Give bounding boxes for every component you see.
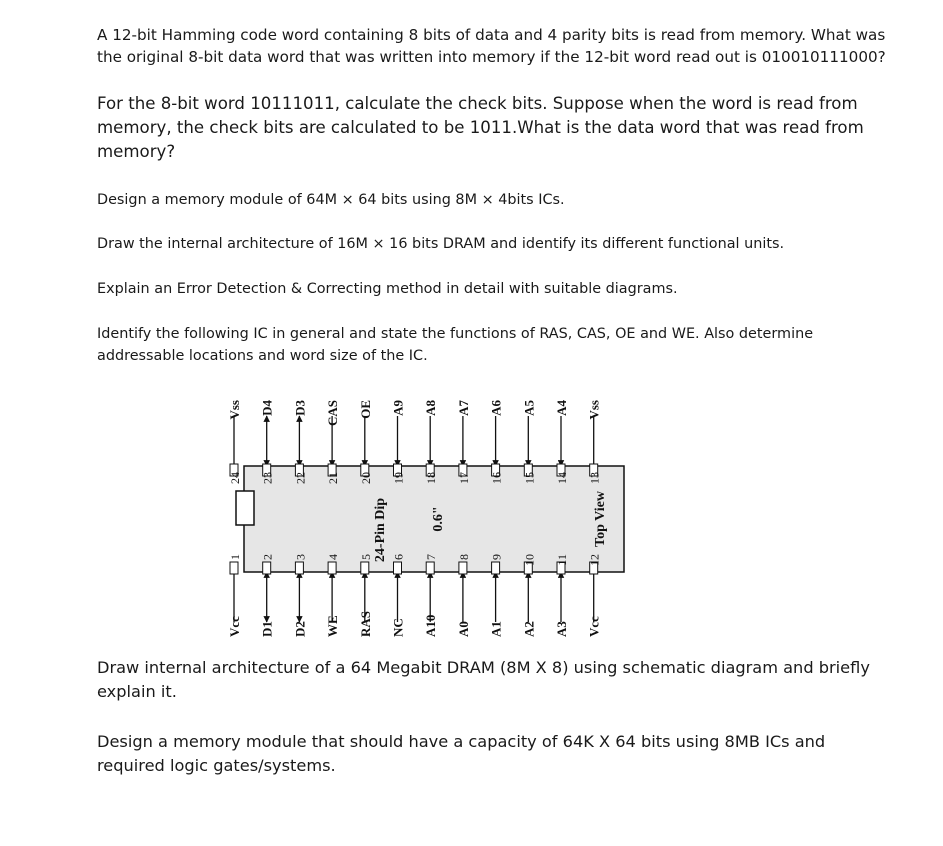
pin-name-ras-5: RAS bbox=[357, 610, 373, 637]
pin-9-pad bbox=[492, 562, 500, 574]
pin-number-13: 13 bbox=[587, 472, 602, 484]
top-view-label: Top View bbox=[593, 491, 608, 547]
pin-number-3: 3 bbox=[293, 554, 308, 560]
pin-number-8: 8 bbox=[456, 554, 471, 560]
pin-name-a4-14: A4 bbox=[554, 400, 569, 416]
pin-name-a6-16: A6 bbox=[488, 400, 504, 416]
pin-number-18: 18 bbox=[424, 472, 439, 484]
pin-4-pad bbox=[328, 562, 336, 574]
pin-number-9: 9 bbox=[489, 554, 504, 560]
question-identify-ic: Identify the following IC in general and state the functions of RAS, CAS, OE and WE. Also determine addressable locations and word size of the IC. bbox=[97, 326, 814, 364]
pin-name-we-4: WE bbox=[325, 615, 341, 637]
pin-number-21: 21 bbox=[326, 472, 341, 484]
pin-name-a9-19: A9 bbox=[390, 400, 406, 416]
pin-number-17: 17 bbox=[456, 472, 471, 484]
pin-5-pad bbox=[361, 562, 369, 574]
pin-number-20: 20 bbox=[358, 472, 373, 484]
pin-number-2: 2 bbox=[260, 554, 275, 560]
pin-7-pad bbox=[426, 562, 434, 574]
pin-number-19: 19 bbox=[391, 472, 406, 484]
pin-name-oe-20: OE bbox=[357, 400, 373, 419]
pin-name-d1-2: D1 bbox=[259, 621, 275, 637]
pin-number-11: 11 bbox=[555, 554, 569, 566]
pin-number-16: 16 bbox=[489, 472, 504, 484]
question-dram-16m-architecture: Draw the internal architecture of 16M × 16 bits DRAM and identify its different functional units. bbox=[97, 236, 785, 252]
pin-name-a3-11: A3 bbox=[554, 621, 569, 637]
pin-6-pad bbox=[394, 562, 402, 574]
pin-8-pad bbox=[459, 562, 467, 574]
pin-number-12: 12 bbox=[587, 554, 602, 566]
question-error-detection: Explain an Error Detection & Correcting method in detail with suitable diagrams. bbox=[97, 281, 678, 297]
question-check-bits: For the 8-bit word 10111011, calculate the check bits. Suppose when the word is read from memory, the check bits are calculated to be 1011.What is the data word that was read from memory? bbox=[97, 94, 864, 161]
pin-name-cas-21: CAS bbox=[325, 400, 341, 427]
pin-number-23: 23 bbox=[260, 472, 275, 484]
pin-number-5: 5 bbox=[358, 554, 373, 560]
package-label: 24-Pin Dip bbox=[373, 497, 388, 563]
pin-number-1: 1 bbox=[228, 554, 242, 560]
question-64mbit-dram: Draw internal architecture of a 64 Megabit DRAM (8M X 8) using schematic diagram and briefly explain it. bbox=[97, 658, 870, 701]
pin-2-pad bbox=[263, 562, 271, 574]
pin-name-a2-10: A2 bbox=[521, 621, 537, 637]
pin-name-a5-15: A5 bbox=[521, 400, 537, 416]
pin-name-vss-24: Vss bbox=[227, 400, 242, 420]
pin-name-vss-13: Vss bbox=[586, 400, 602, 420]
pin-name-d2-3: D2 bbox=[292, 621, 308, 637]
pin-name-a8-18: A8 bbox=[423, 400, 439, 416]
pin-name-a10-7: A10 bbox=[423, 614, 439, 637]
pin-name-vcc-12: Vcc bbox=[586, 616, 602, 637]
ic-pinout-diagram bbox=[212, 392, 632, 642]
pin-number-24: 24 bbox=[228, 472, 242, 484]
pin-number-4: 4 bbox=[326, 554, 341, 560]
pin-3-pad bbox=[295, 562, 303, 574]
question-memory-module-64k: Design a memory module that should have a capacity of 64K X 64 bits using 8MB ICs and required logic gates/systems. bbox=[97, 732, 826, 775]
pin-name-a1-9: A1 bbox=[488, 621, 504, 637]
pin-number-22: 22 bbox=[293, 472, 308, 484]
pin-number-10: 10 bbox=[522, 554, 537, 566]
pin-number-6: 6 bbox=[391, 554, 406, 560]
pin-number-14: 14 bbox=[555, 472, 569, 484]
pin-name-a0-8: A0 bbox=[455, 621, 471, 637]
pin-name-vcc-1: Vcc bbox=[227, 616, 242, 637]
pin-name-d3-22: D3 bbox=[292, 400, 308, 416]
width-label: 0.6" bbox=[431, 506, 446, 532]
pin-name-a7-17: A7 bbox=[455, 400, 471, 416]
pin-number-7: 7 bbox=[424, 554, 439, 560]
pin-1-pad bbox=[230, 562, 238, 574]
pin1-notch bbox=[236, 491, 254, 525]
question-hamming-12bit: A 12-bit Hamming code word containing 8 bits of data and 4 parity bits is read from memory. What was the original 8-bit data word that was written into memory if the 12-bit word read out is 010010111000? bbox=[97, 26, 886, 66]
pin-name-d4-23: D4 bbox=[259, 400, 275, 416]
pin-number-15: 15 bbox=[522, 472, 537, 484]
pin-name-nc-6: NC bbox=[390, 618, 406, 637]
question-memory-module-64m: Design a memory module of 64M × 64 bits using 8M × 4bits ICs. bbox=[97, 192, 565, 208]
